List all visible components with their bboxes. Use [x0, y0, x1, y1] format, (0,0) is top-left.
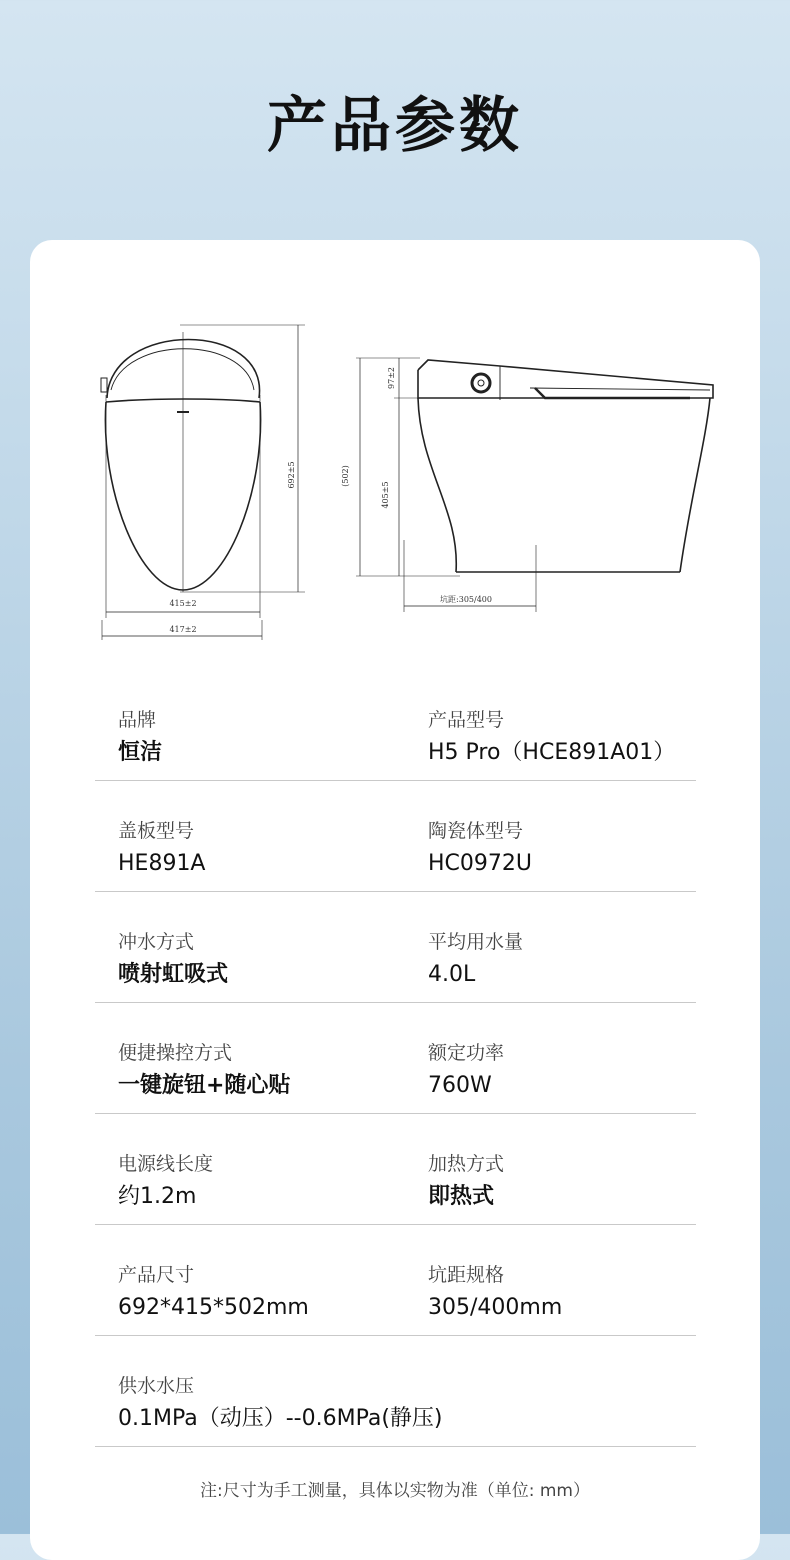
spec-label: 加热方式: [428, 1153, 505, 1175]
spec-item-heating: [428, 1152, 504, 1211]
spec-value: 4.0L: [428, 962, 476, 987]
spec-label: 产品尺寸: [118, 1264, 195, 1286]
spec-label: 冲水方式: [118, 931, 195, 953]
spec-item-cable-length: [118, 1152, 213, 1211]
spec-table: [95, 670, 696, 1447]
spec-item-brand: [118, 708, 162, 767]
spec-item-model: [428, 708, 675, 767]
spec-value: 喷射虹吸式: [118, 962, 229, 987]
spec-value: 恒洁: [118, 740, 163, 765]
spec-label: 品牌: [118, 709, 157, 731]
front-outer-width-label: 417±2: [169, 625, 197, 634]
spec-item-water-usage: [428, 930, 523, 989]
spec-label: 产品型号: [428, 709, 505, 731]
side-top-height-label: 97±2: [387, 367, 396, 389]
front-inner-width-label: 415±2: [169, 599, 197, 608]
spec-label: 便捷操控方式: [118, 1042, 233, 1064]
spec-value: 0.1MPa（动压）--0.6MPa(静压): [118, 1406, 443, 1431]
spec-item-rough-in: [428, 1263, 562, 1322]
spec-value: 692*415*502mm: [118, 1295, 309, 1320]
spec-label: 盖板型号: [118, 820, 195, 842]
spec-row: [95, 1336, 696, 1447]
spec-label: 额定功率: [428, 1042, 505, 1064]
spec-item-ceramic-model: [428, 819, 532, 878]
spec-item-power: [428, 1041, 504, 1100]
front-height-label: 692±5: [287, 461, 296, 489]
spec-item-flush-type: [118, 930, 228, 989]
spec-value: HC0972U: [428, 851, 532, 876]
spec-row: [95, 781, 696, 892]
side-total-height-label: (502): [341, 465, 350, 487]
spec-row: [95, 1114, 696, 1225]
spec-value: 约1.2m: [118, 1184, 197, 1209]
spec-row: [95, 1225, 696, 1336]
spec-label: 坑距规格: [428, 1264, 505, 1286]
spec-row: [95, 670, 696, 781]
footnote: 注:尺寸为手工测量，具体以实物为准（单位: mm）: [200, 1481, 590, 1501]
spec-label: 供水水压: [118, 1375, 195, 1397]
spec-value: 760W: [428, 1073, 492, 1098]
technical-drawings: [30, 240, 760, 670]
spec-value: 即热式: [428, 1184, 495, 1209]
page-title: 产品参数: [267, 91, 523, 161]
front-view-drawing: [101, 325, 305, 640]
spec-value: 一键旋钮+随心贴: [118, 1073, 291, 1098]
spec-item-cover-model: [118, 819, 205, 878]
spec-label: 陶瓷体型号: [428, 820, 524, 842]
spec-value: HE891A: [118, 851, 206, 876]
spec-row: [95, 1003, 696, 1114]
spec-item-water-pressure: [118, 1374, 443, 1433]
side-bottom-height-label: 405±5: [381, 481, 390, 509]
spec-label: 电源线长度: [118, 1153, 214, 1175]
spec-item-control: [118, 1041, 290, 1100]
spec-row: [95, 892, 696, 1003]
spec-value: 305/400mm: [428, 1295, 563, 1320]
side-view-drawing: [356, 358, 713, 612]
spec-card: [30, 240, 760, 1560]
spec-item-dimensions: [118, 1263, 309, 1322]
side-rough-in-label: 坑距:305/400: [440, 595, 492, 604]
spec-value: H5 Pro（HCE891A01）: [428, 740, 676, 765]
spec-label: 平均用水量: [428, 931, 524, 953]
